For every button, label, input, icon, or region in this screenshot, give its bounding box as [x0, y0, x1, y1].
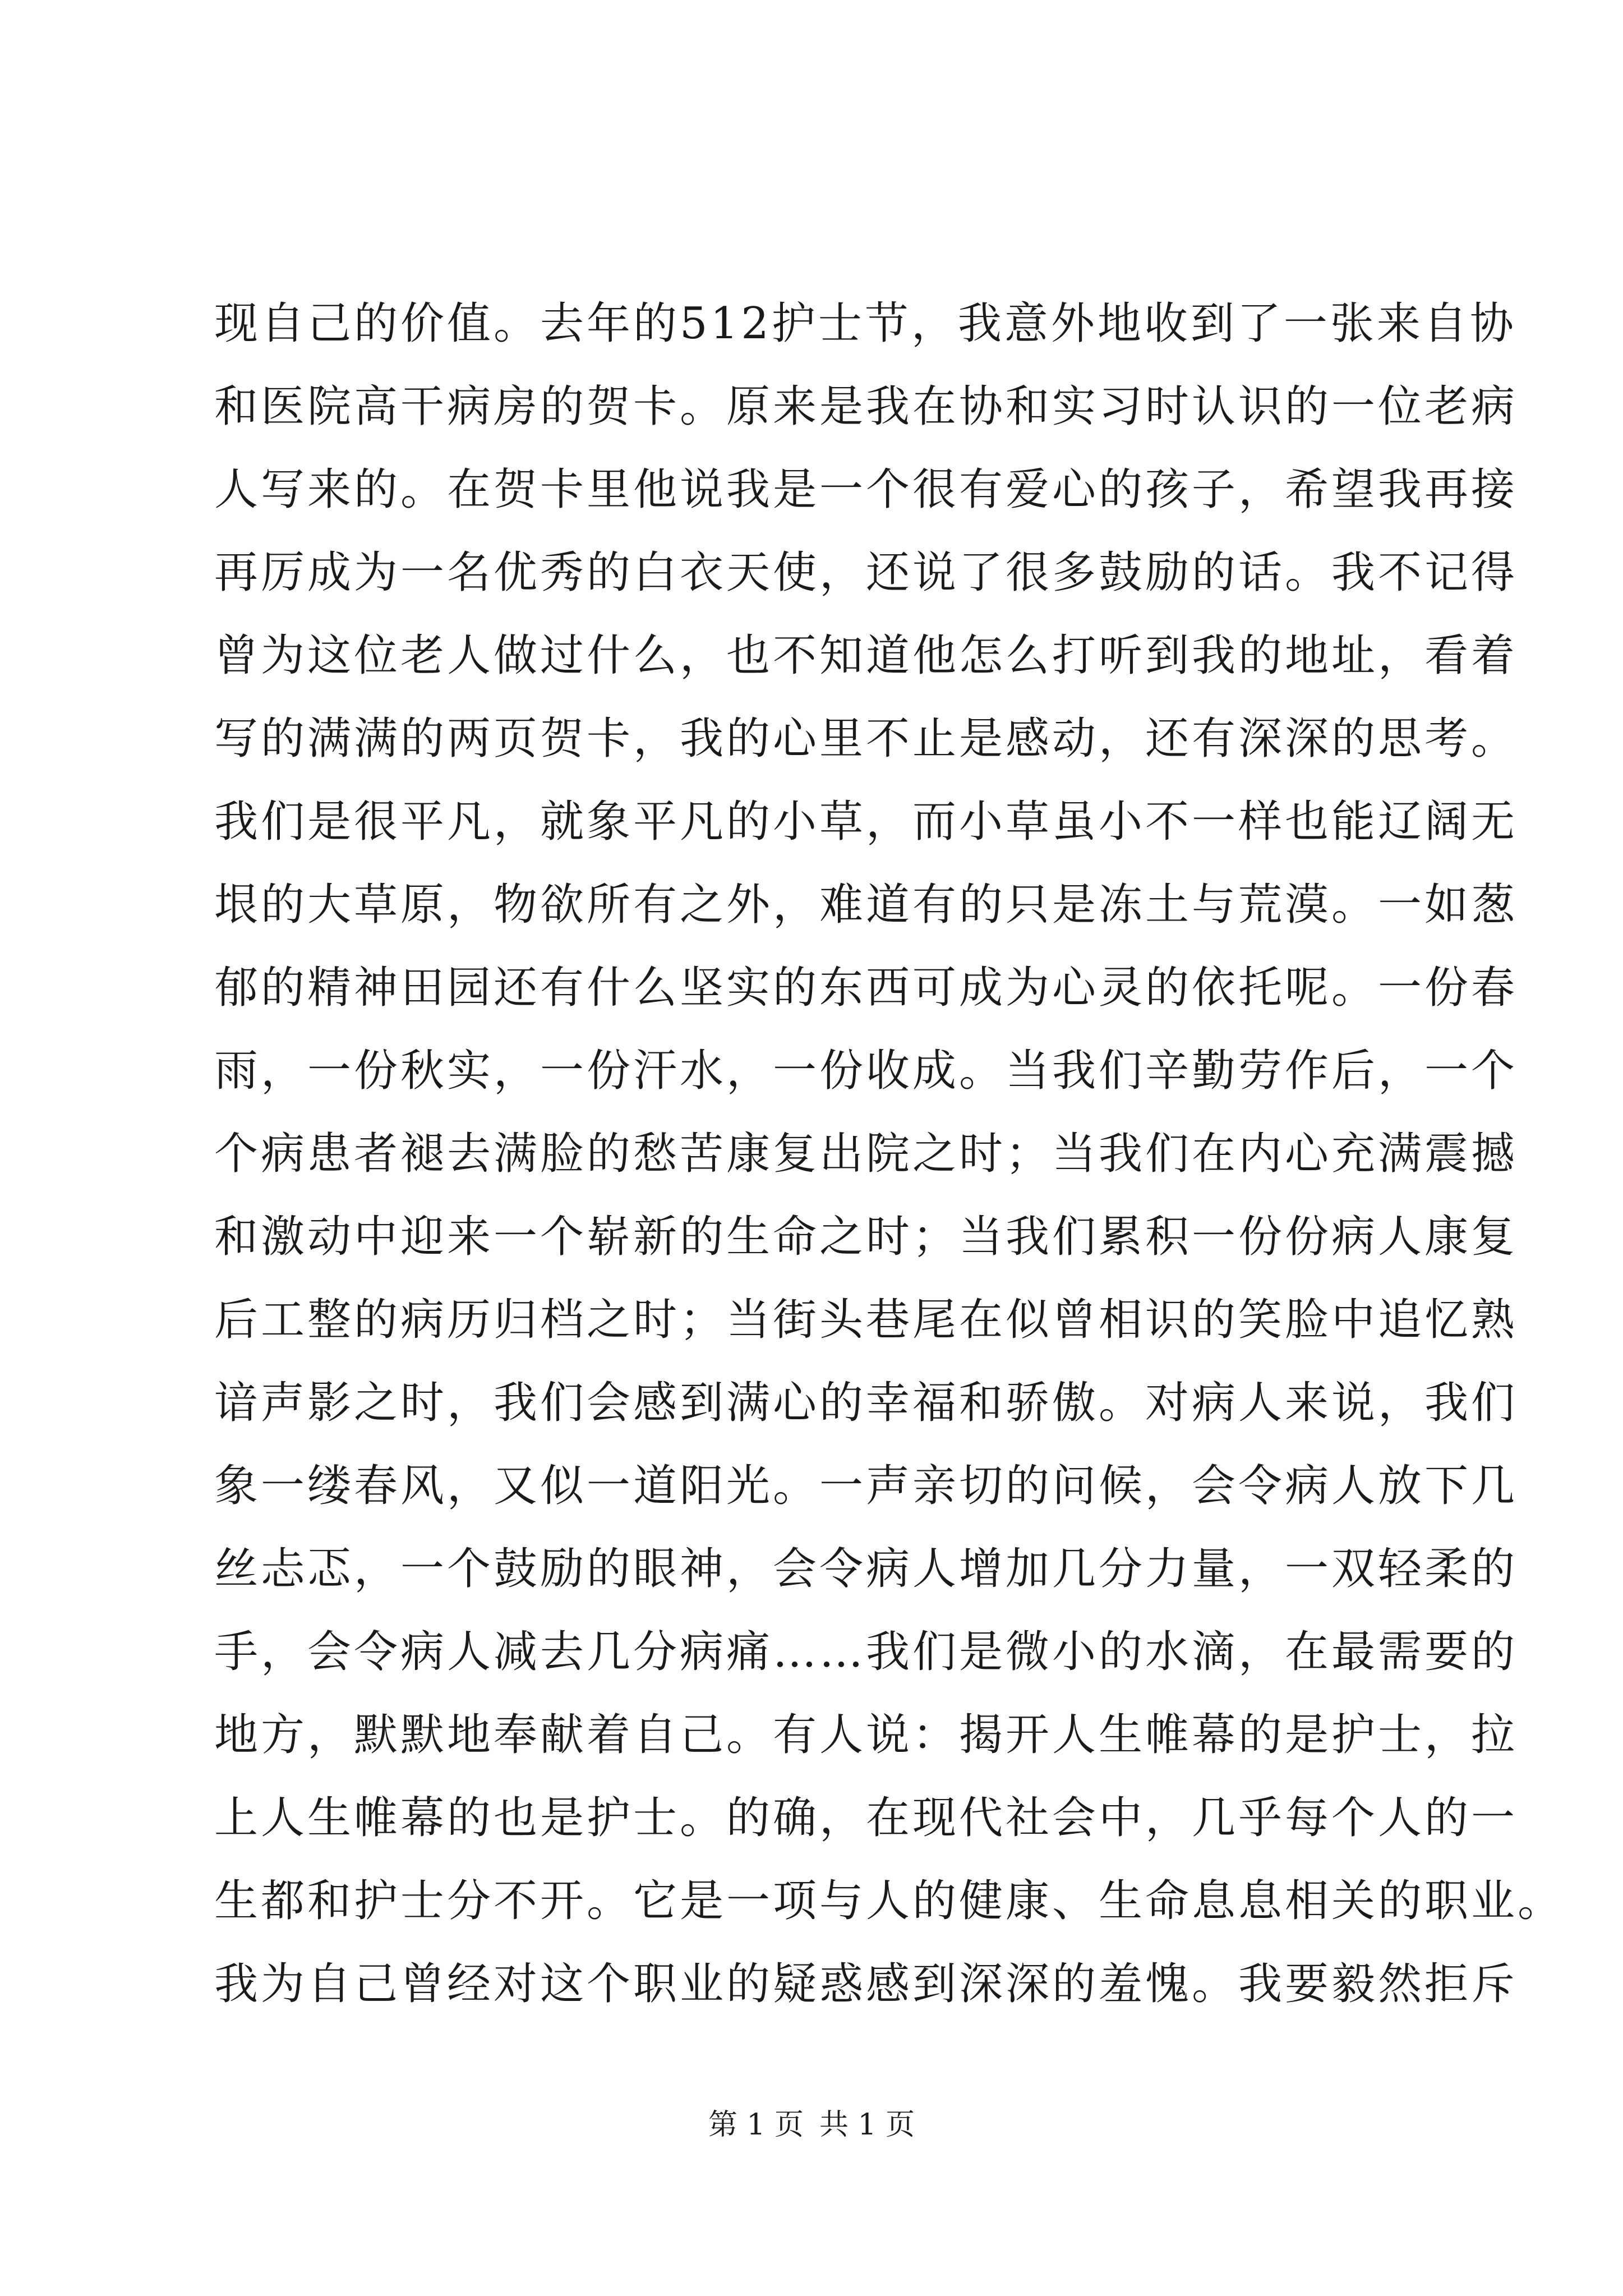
text-line: 和医院高干病房的贺卡。原来是我在协和实习时认识的一位老病 [214, 381, 1518, 432]
document-body [214, 295, 1565, 2038]
text-line: 谙声影之时，我们会感到满心的幸福和骄傲。对病人来说，我们 [214, 1378, 1518, 1428]
page-footer [0, 2101, 1623, 2143]
text-line: 丝忐忑，一个鼓励的眼神，会令病人增加几分力量，一双轻柔的 [214, 1544, 1518, 1594]
page-number: 第 1 页 [708, 2108, 804, 2142]
text-line: 我们是很平凡，就象平凡的小草，而小草虽小不一样也能辽阔无 [214, 797, 1518, 847]
text-line: 现自己的价值。去年的512护士节，我意外地收到了一张来自协 [214, 298, 1516, 349]
text-line: 郁的精神田园还有什么坚实的东西可成为心灵的依托呢。一份春 [214, 963, 1518, 1013]
text-line: 后工整的病历归档之时；当街头巷尾在似曾相识的笑脸中追忆熟 [214, 1295, 1518, 1345]
text-line: 雨，一份秋实，一份汗水，一份收成。当我们辛勤劳作后，一个 [214, 1046, 1518, 1096]
text-line: 我为自己曾经对这个职业的疑惑感到深深的羞愧。我要毅然拒斥 [214, 1959, 1518, 2009]
text-line: 地方，默默地奉献着自己。有人说：揭开人生帷幕的是护士，拉 [214, 1710, 1518, 1760]
text-line: 写的满满的两页贺卡，我的心里不止是感动，还有深深的思考。 [214, 714, 1518, 764]
text-line: 生都和护士分不开。它是一项与人的健康、生命息息相关的职业。 [214, 1876, 1565, 1926]
text-line: 上人生帷幕的也是护士。的确，在现代社会中，几乎每个人的一 [214, 1793, 1518, 1843]
text-line: 再厉成为一名优秀的白衣天使，还说了很多鼓励的话。我不记得 [214, 547, 1518, 598]
page-total: 共 1 页 [819, 2108, 915, 2142]
text-line: 和激动中迎来一个崭新的生命之时；当我们累积一份份病人康复 [214, 1212, 1518, 1262]
text-line: 人写来的。在贺卡里他说我是一个很有爱心的孩子，希望我再接 [214, 464, 1518, 515]
text-line: 象一缕春风，又似一道阳光。一声亲切的问候，会令病人放下几 [214, 1461, 1518, 1511]
text-line: 曾为这位老人做过什么，也不知道他怎么打听到我的地址，看着 [214, 631, 1518, 681]
text-line: 垠的大草原，物欲所有之外，难道有的只是冻土与荒漠。一如葱 [214, 880, 1518, 930]
text-line: 个病患者褪去满脸的愁苦康复出院之时；当我们在内心充满震撼 [214, 1129, 1518, 1179]
text-line: 手，会令病人减去几分病痛……我们是微小的水滴，在最需要的 [214, 1627, 1518, 1677]
